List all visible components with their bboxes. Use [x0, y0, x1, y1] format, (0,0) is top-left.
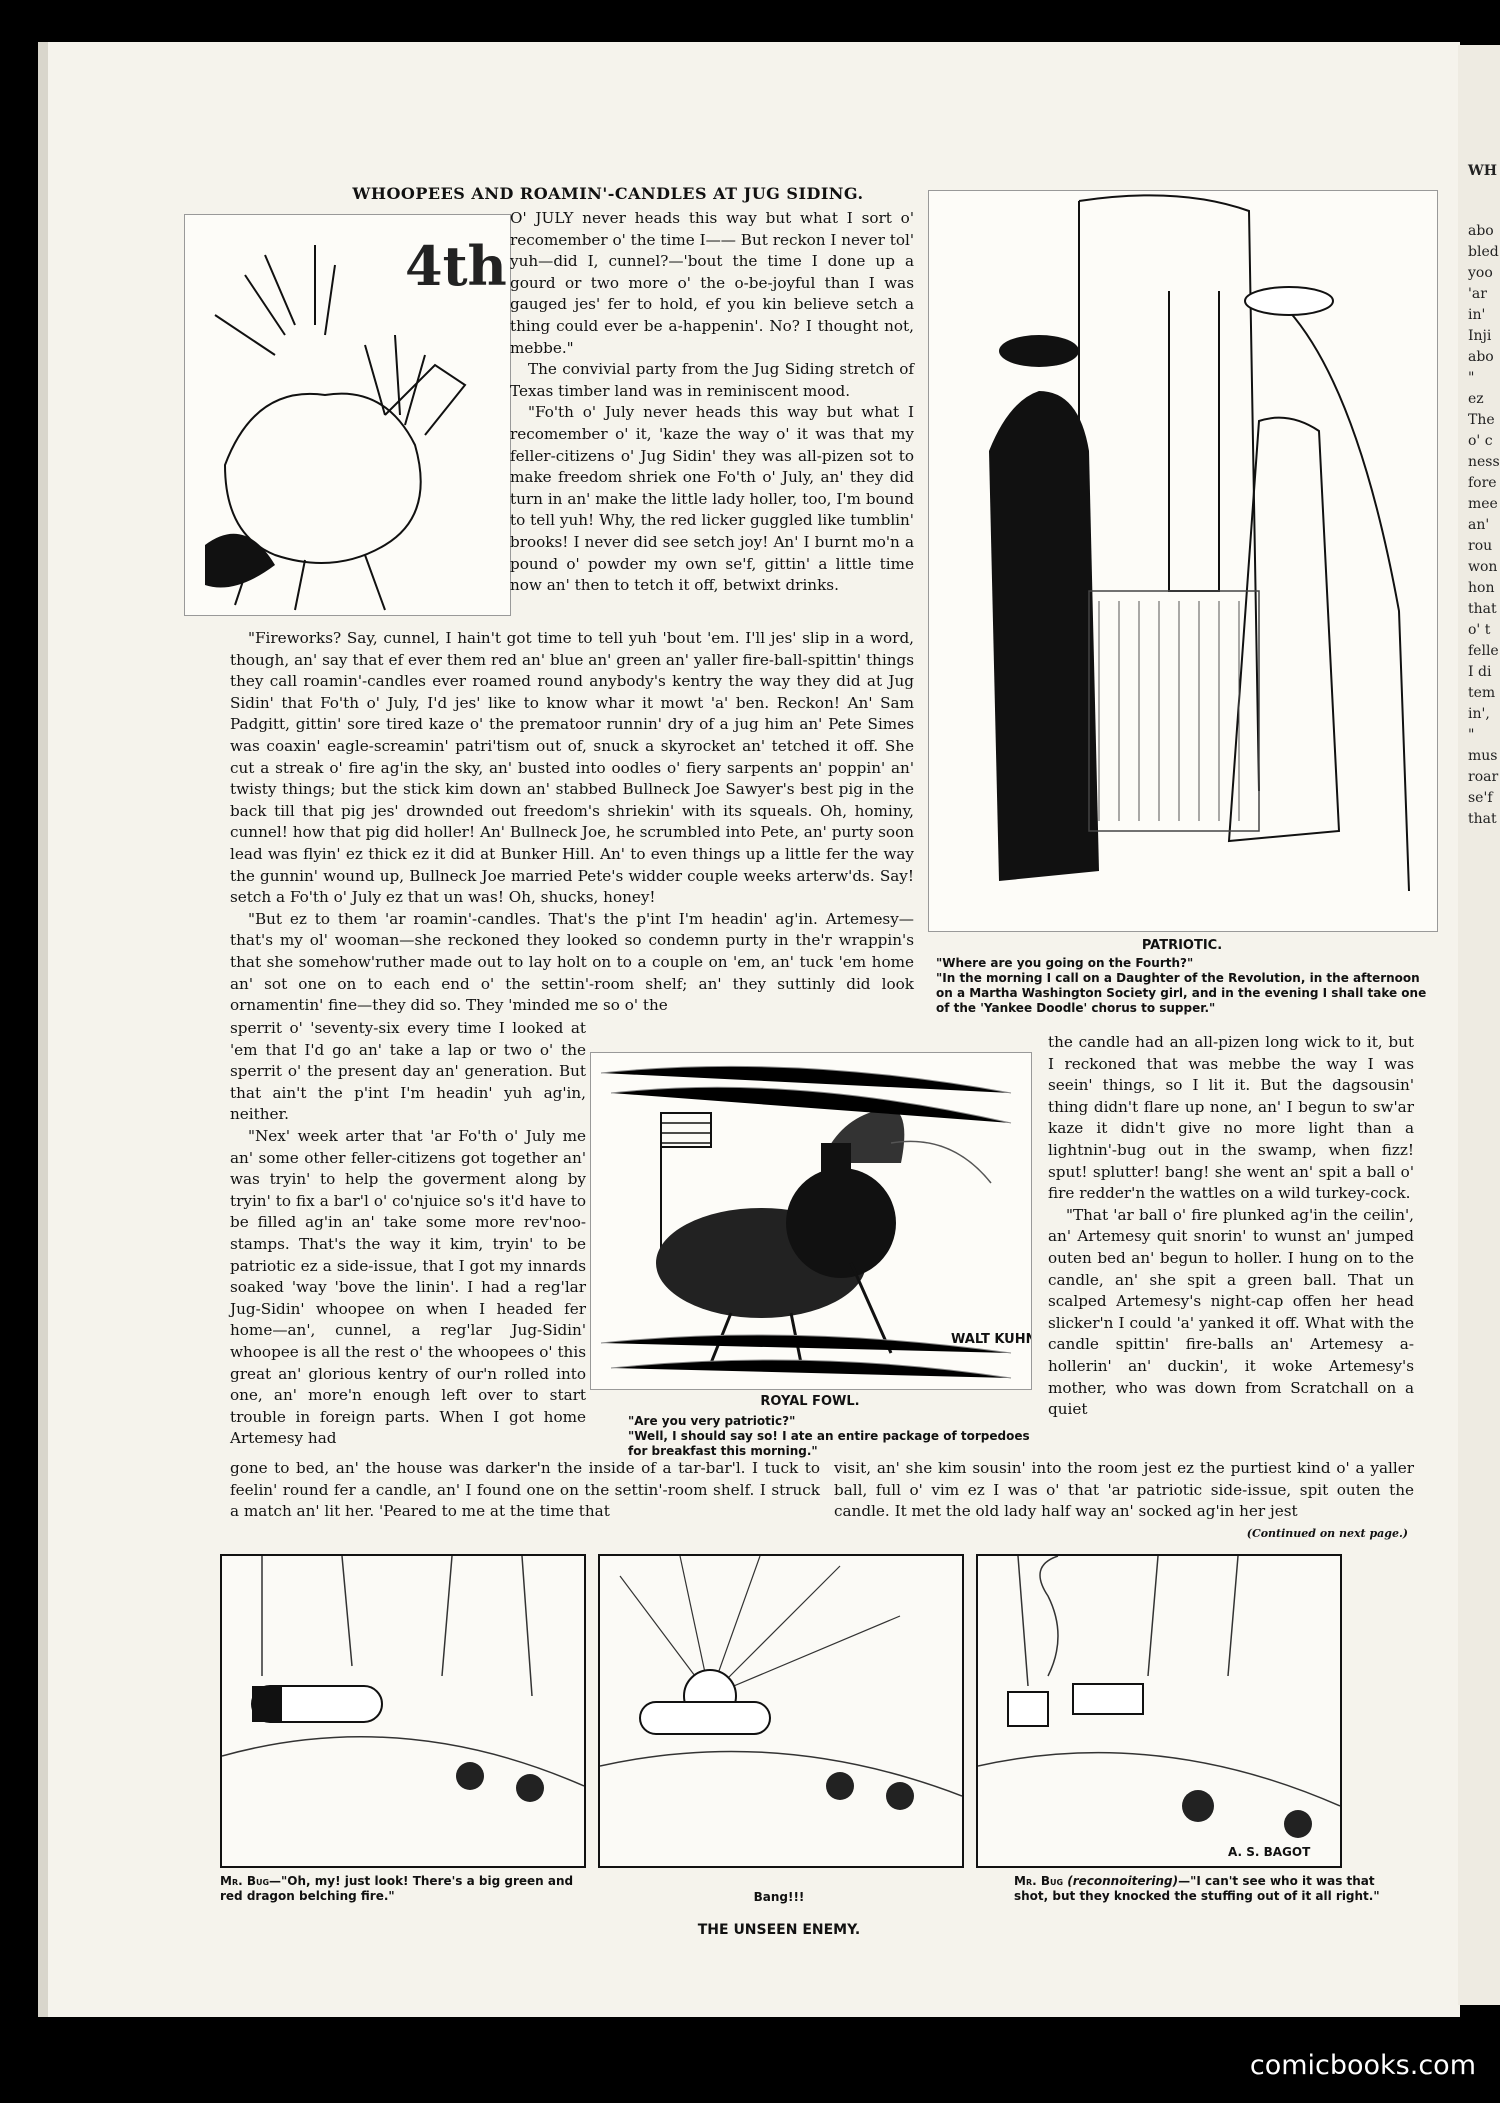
paragraph: "Nex' week arter that 'ar Fo'th o' July me an' some other feller-citizens got together an' was tryin' to help the goverment along by tryin' to fix a bar'l o' co'njuice so's it'd have to be filled ag'in an' take some more rev'noo-stamps. That's the way it kim, tryin' to be patriotic ez a side-issue, that I got my innards soaked 'way 'bove the linin'. I had a reg'lar Jug-Sidin' whoopee on when I headed fer home—an', cunnel, a reg'lar Jug-Sidin' whoopee is all the rest o' the whoopees o' this great an' glorious kentry of our'n rolled into one, an' more'n enough left over to start trouble in foreign parts. When I got home Artemesy had: [230, 1126, 586, 1448]
paragraph: O' JULY never heads this way but what I sort o' recomember o' the time I—— But reckon I never tol' yuh—did I, cunnel?—'bout the time I done up a gourd or two more o' the o-be-joyful than I was gauged jes' fer to hold, ef you kin believe setch a thing could ever be a-happenin'. No? I thought not, mebbe.": [510, 209, 914, 357]
fragment: felle: [1468, 643, 1499, 659]
patriotic-caption-title: PATRIOTIC.: [1141, 938, 1223, 953]
article-title: WHOOPEES AND ROAMIN'-CANDLES AT JUG SIDING.: [352, 184, 864, 203]
continued-note: (Continued on next page.): [1246, 1527, 1408, 1540]
article-bottom-left: gone to bed, an' the house was darker'n the inside of a tar-bar'l. I tuck to feelin' round fer a candle, an' I found one on the settin'-room shelf. I struck a match an' lit her. 'Peared to me at the time that: [230, 1459, 820, 1521]
paragraph: "But ez to them 'ar roamin'-candles. That's the p'int I'm headin' ag'in. Artemesy—that's my ol' wooman—she reckoned they looked so condemn purty in the'r wrappin's that she somehow'ruther made out to lay holt on to a couple on 'em, an' tuck 'em home an' sot one on to each end o' the settin'-room shelf; an' they suttinly did look ornamentin' fine—they did so. They 'minded me so o' the: [230, 909, 914, 1015]
fragment: ": [1468, 727, 1475, 743]
caption-text: —"Oh, my! just look! There's a big green and red dragon belching fire.": [220, 1874, 574, 1903]
panel-3-drawing: [978, 1556, 1340, 1866]
fragment: won: [1468, 559, 1498, 575]
caption-line: "Are you very patriotic?": [628, 1414, 796, 1428]
fragment: yoo: [1468, 265, 1493, 281]
paragraph: "Fo'th o' July never heads this way but what I recomember o' it, 'kaze the way o' it was that my feller-citizens o' Jug Sidin' they was all-pizen sot to make freedom shriek one Fo'th o' July, an' they did turn in an' make the little lady holler, too, I'm bound to tell yuh! Why, the red licker guggled like tumblin' brooks! I never did see setch joy! An' I burnt mo'n a pound o' powder my own se'f, gittin' a little time now an' then to tetch it off, betwixt drinks.: [510, 403, 914, 595]
comic-panel-1: [220, 1554, 586, 1868]
caption-line: "Where are you going on the Fourth?": [936, 956, 1194, 970]
caption-text: —"I can't see who it was that shot, but they knocked the stuffing out of it all right.": [1014, 1874, 1380, 1903]
fragment: fore: [1468, 475, 1497, 491]
fragment: roar: [1468, 769, 1499, 785]
royal-fowl-caption: [628, 1414, 1030, 1459]
comic-caption-1: [220, 1874, 590, 1904]
article-lower-right-column: [1048, 1032, 1414, 1421]
fragment: o' c: [1468, 433, 1493, 449]
fragment: hon: [1468, 580, 1495, 596]
magazine-page: [38, 42, 1460, 2017]
caption-note: (reconnoitering): [1067, 1874, 1179, 1888]
paragraph: the candle had an all-pizen long wick to it, but I reckoned that was mebbe the way I was seein' things, so I lit it. But the dagsousin' thing didn't flare up none, an' I begun to sw'ar kaze it didn't give no more light than a lightnin'-bug out in the swamp, when fizz! sput! splutter! bang! she went an' spit a ball o' fire redder'n the wattles on a wild turkey-cock.: [1048, 1033, 1414, 1203]
panel-1-drawing: [222, 1556, 584, 1866]
fragment: that: [1468, 811, 1497, 827]
fourth-label: 4th: [405, 234, 507, 298]
fragment: abo: [1468, 349, 1494, 365]
comic-title: THE UNSEEN ENEMY.: [697, 1922, 861, 1938]
two-men-drawing: [929, 191, 1437, 931]
fragment: in': [1468, 307, 1486, 323]
next-page-edge: [1458, 45, 1500, 2005]
fragment: Inji: [1468, 328, 1492, 344]
fireworks-donkey-drawing: [185, 215, 510, 615]
article-bottom-right: visit, an' she kim sousin' into the room jest ez the purtiest kind o' a yaller ball, full o' vim ez I was o' that 'ar patriotic side-issue, spit outen the candle. It met the old lady half way an' socked ag'in her jest: [834, 1459, 1414, 1521]
fragment: in',: [1468, 706, 1490, 722]
comic-caption-3: [1014, 1874, 1384, 1904]
article-intro-column: [510, 208, 914, 597]
fragment: The: [1468, 412, 1495, 428]
fragment: I di: [1468, 664, 1492, 680]
article-lower-left-column: [230, 1018, 586, 1450]
fragment: an': [1468, 517, 1490, 533]
fourth-of-july-illustration: [184, 214, 511, 616]
fragment: that: [1468, 601, 1497, 617]
next-page-text: [1468, 221, 1500, 830]
comic-panel-2: [598, 1554, 964, 1868]
fragment: tem: [1468, 685, 1496, 701]
panel-2-drawing: [600, 1556, 962, 1866]
caption-speaker: Mr. Bug: [1014, 1874, 1064, 1888]
article-wide-column: [230, 628, 914, 1017]
fragment: ez: [1468, 391, 1484, 407]
fragment: mus: [1468, 748, 1498, 764]
fragment: abo: [1468, 223, 1494, 239]
royal-fowl-caption-title: ROYAL FOWL.: [760, 1394, 860, 1409]
paragraph: sperrit o' 'seventy-six every time I looked at 'em that I'd go an' take a lap or two o' the sperrit o' the present day an' generation. But that ain't the p'int I'm headin' yuh ag'in, neither.: [230, 1019, 586, 1124]
fragment: o' t: [1468, 622, 1491, 638]
fragment: rou: [1468, 538, 1493, 554]
royal-fowl-signature: WALT KUHN: [951, 1332, 1031, 1347]
comic-signature: A. S. BAGOT: [1228, 1845, 1311, 1859]
fragment: se'f: [1468, 790, 1493, 806]
caption-line: "In the morning I call on a Daughter of the Revolution, in the afternoon on a Martha Washington Society girl, and in the evening I shall take one of the 'Yankee Doodle' chorus to supper.": [936, 971, 1427, 1015]
turkeys-drawing: [591, 1053, 1031, 1389]
paragraph: The convivial party from the Jug Siding stretch of Texas timber land was in reminiscent mood.: [510, 360, 914, 400]
fragment: ness: [1468, 454, 1500, 470]
paragraph: "Fireworks? Say, cunnel, I hain't got time to tell yuh 'bout 'em. I'll jes' slip in a word, though, an' say that ef ever them red an' blue an' green an' yaller fire-ball-spittin' things they call roamin'-candles ever roamed round anybody's kentry the way they did at Jug Sidin' that Fo'th o' July, I'd jes' like to know whar it mowt 'a' ben. Reckon! An' Sam Padgitt, gittin' sore tired kaze o' the prematoor runnin' dry of a jug him an' Pete Simes was coaxin' eagle-screamin' patri'tism out of, snuck a skyrocket an' tetched it off. She cut a streak o' fire ag'in the sky, an' busted into oodles o' fiery sarpents an' poppin' an' twisty things; but the stick kim down an' stabbed Bullneck Joe Sawyer's best pig in the back till that pig jes' drownded out freedom's shriekin' with its squeals. Oh, hominy, cunnel! how that pig did holler! An' Bullneck Joe, he scrumbled into Pete, an' purty soon lead was flyin' ez thick ez it did at Bunker Hill. An' to even things up a little fer the way the gunnin' wound up, Bullneck Joe married Pete's widder couple weeks arterw'ds. Say! setch a Fo'th o' July ez that un was! Oh, shucks, honey!: [230, 629, 914, 907]
patriotic-caption: [936, 956, 1436, 1016]
caption-speaker: Mr. Bug: [220, 1874, 270, 1888]
fragment: bled: [1468, 244, 1499, 260]
fragment: 'ar: [1468, 286, 1487, 302]
next-page-heading: WH: [1468, 163, 1497, 179]
comic-caption-2: Bang!!!: [753, 1890, 805, 1904]
caption-line: "Well, I should say so! I ate an entire package of torpedoes for breakfast this morning.": [628, 1429, 1030, 1458]
royal-fowl-illustration: [590, 1052, 1032, 1390]
fragment: mee: [1468, 496, 1498, 512]
watermark: comicbooks.com: [1249, 2050, 1476, 2081]
fragment: ": [1468, 370, 1475, 386]
paragraph: "That 'ar ball o' fire plunked ag'in the ceilin', an' Artemesy quit snorin' to wunst an' jumped outen bed an' begun to holler. I hung on to the candle, an' she spit a green ball. That un scalped Artemesy's night-cap offen her head slicker'n I could 'a' yanked it off. What with the candle spittin' fire-balls an' Artemesy a-hollerin' an' duckin', it woke Artemesy's mother, who was down from Scratchall on a quiet: [1048, 1205, 1414, 1419]
comic-panel-3: [976, 1554, 1342, 1868]
patriotic-illustration: [928, 190, 1438, 932]
